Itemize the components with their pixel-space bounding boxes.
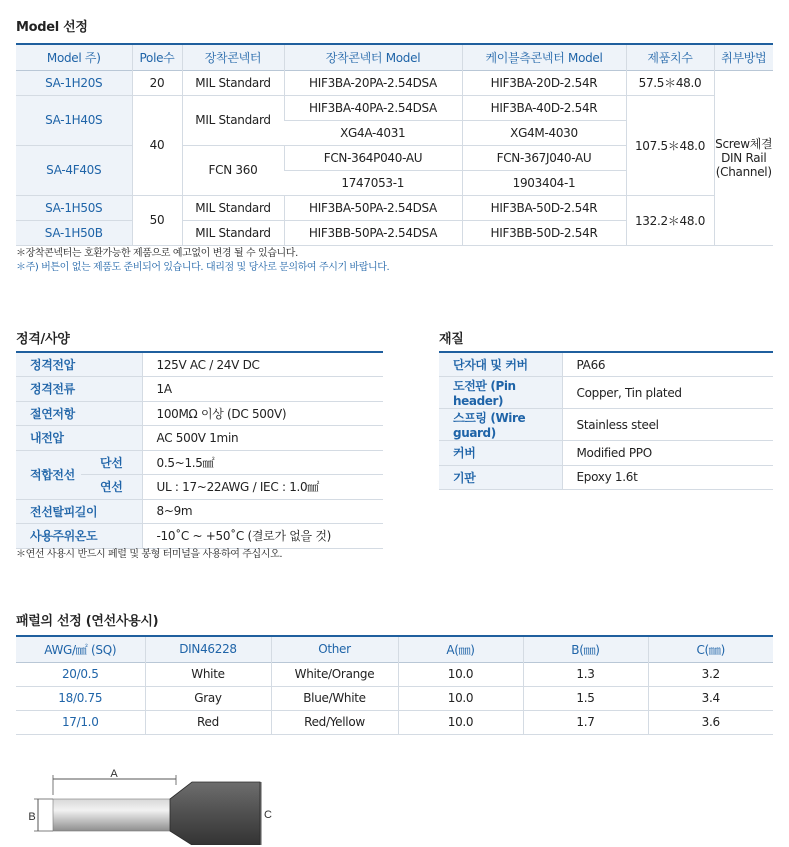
- spec-value: 0.5~1.5㎟: [142, 450, 383, 475]
- spec-value: -10˚C ~ +50˚C (결로가 없을 것): [142, 524, 383, 549]
- spec-section-title: 정격/사양: [16, 332, 70, 347]
- header-connector-model: 장착콘넥터 Model: [284, 44, 462, 70]
- connector-cell: MIL Standard: [182, 220, 284, 245]
- material-table: [439, 351, 773, 490]
- material-value: Copper, Tin plated: [562, 377, 773, 409]
- c-cell: 3.6: [648, 710, 773, 734]
- dim-cell: 107.5＊48.0: [626, 95, 714, 195]
- table-row: [16, 710, 773, 734]
- mount-cell: [714, 70, 773, 245]
- model-cell: SA-1H50S: [16, 195, 132, 220]
- spec-value: 1A: [142, 377, 383, 402]
- ferrule-table: [16, 635, 773, 735]
- material-value: PA66: [562, 352, 773, 377]
- model-cell: SA-1H50B: [16, 220, 132, 245]
- conn-model-cell: 1747053-1: [284, 170, 462, 195]
- model-section-title: Model 선정: [16, 20, 88, 35]
- cable-model-cell: XG4M-4030: [462, 120, 626, 145]
- material-key: 도전판 (Pin header): [439, 377, 562, 409]
- spec-value: 100MΩ 이상 (DC 500V): [142, 401, 383, 426]
- spec-value: AC 500V 1min: [142, 426, 383, 451]
- awg-cell: 17/1.0: [16, 710, 145, 734]
- connector-cell: MIL Standard: [182, 70, 284, 95]
- model-note-1: ＊장착콘넥터는 호환가능한 제품으로 예고없이 변경 될 수 있습니다.: [16, 248, 298, 259]
- label-c: C: [264, 809, 272, 821]
- other-cell: White/Orange: [271, 662, 398, 686]
- conn-model-cell: XG4A-4031: [284, 120, 462, 145]
- spec-key: 적합전선: [16, 450, 81, 499]
- connector-cell: MIL Standard: [182, 195, 284, 220]
- cable-model-cell: HIF3BA-50D-2.54R: [462, 195, 626, 220]
- header-connector: 장착콘넥터: [182, 44, 284, 70]
- table-row: [16, 195, 773, 220]
- awg-cell: 20/0.5: [16, 662, 145, 686]
- spec-key: 정격전류: [16, 377, 142, 402]
- table-row: [439, 409, 773, 441]
- material-key: 단자대 및 커버: [439, 352, 562, 377]
- material-key: 커버: [439, 441, 562, 466]
- table-row: [16, 662, 773, 686]
- material-value: Modified PPO: [562, 441, 773, 466]
- conn-model-cell: HIF3BA-20PA-2.54DSA: [284, 70, 462, 95]
- dim-cell: 57.5＊48.0: [626, 70, 714, 95]
- spec-subkey: 단선: [81, 450, 142, 475]
- pole-cell: 20: [132, 70, 182, 95]
- spec-key: 전선탈피길이: [16, 499, 142, 524]
- cable-model-cell: HIF3BB-50D-2.54R: [462, 220, 626, 245]
- pole-cell: 40: [132, 95, 182, 195]
- table-row: [16, 95, 773, 120]
- material-key: 기판: [439, 465, 562, 490]
- b-cell: 1.5: [523, 686, 648, 710]
- b-cell: 1.3: [523, 662, 648, 686]
- spec-subkey: 연선: [81, 475, 142, 500]
- din-cell: White: [145, 662, 271, 686]
- spec-value: 8~9m: [142, 499, 383, 524]
- din-cell: Red: [145, 710, 271, 734]
- material-value: Stainless steel: [562, 409, 773, 441]
- label-b: B: [28, 811, 36, 823]
- spec-note: ＊연선 사용시 반드시 페럴 및 봉형 터미널을 사용하여 주십시오.: [16, 549, 283, 560]
- cable-model-cell: 1903404-1: [462, 170, 626, 195]
- model-cell: SA-1H20S: [16, 70, 132, 95]
- b-cell: 1.7: [523, 710, 648, 734]
- header-b: B(㎜): [523, 636, 648, 662]
- header-a: A(㎜): [398, 636, 523, 662]
- awg-cell: 18/0.75: [16, 686, 145, 710]
- table-row: [16, 377, 383, 402]
- dim-cell: 132.2＊48.0: [626, 195, 714, 245]
- material-key: 스프링 (Wire guard): [439, 409, 562, 441]
- conn-model-cell: FCN-364P040-AU: [284, 145, 462, 170]
- spec-key: 정격전압: [16, 352, 142, 377]
- table-row: [16, 450, 383, 475]
- c-cell: 3.4: [648, 686, 773, 710]
- table-row: [16, 401, 383, 426]
- table-row: [16, 352, 383, 377]
- other-cell: Blue/White: [271, 686, 398, 710]
- spec-value: UL : 17~22AWG / IEC : 1.0㎟: [142, 475, 383, 500]
- material-section-title: 재질: [439, 332, 464, 347]
- header-pole: Pole수: [132, 44, 182, 70]
- header-cable-model: 케이블측콘넥터 Model: [462, 44, 626, 70]
- table-row: [439, 377, 773, 409]
- model-cell: SA-4F40S: [16, 145, 132, 195]
- table-row: [439, 465, 773, 490]
- conn-model-cell: HIF3BA-50PA-2.54DSA: [284, 195, 462, 220]
- header-c: C(㎜): [648, 636, 773, 662]
- a-cell: 10.0: [398, 662, 523, 686]
- mount-line: (Channel): [715, 164, 772, 179]
- header-model: Model 주): [16, 44, 132, 70]
- other-cell: Red/Yellow: [271, 710, 398, 734]
- mount-line: DIN Rail: [721, 150, 767, 165]
- spec-key: 내전압: [16, 426, 142, 451]
- table-row: [16, 686, 773, 710]
- a-cell: 10.0: [398, 710, 523, 734]
- spec-key: 절연저항: [16, 401, 142, 426]
- header-other: Other: [271, 636, 398, 662]
- table-row: [16, 499, 383, 524]
- ferrule-tube: [53, 799, 178, 831]
- header-din: DIN46228: [145, 636, 271, 662]
- model-cell: SA-1H40S: [16, 95, 132, 145]
- header-dimension: 제품치수: [626, 44, 714, 70]
- connector-cell: FCN 360: [182, 145, 284, 195]
- cable-model-cell: FCN-367J040-AU: [462, 145, 626, 170]
- material-value: Epoxy 1.6t: [562, 465, 773, 490]
- table-row: [16, 426, 383, 451]
- ferrule-section-title: 패럴의 선정 (연선사용시): [16, 614, 159, 629]
- table-row: [16, 70, 773, 95]
- conn-model-cell: HIF3BA-40PA-2.54DSA: [284, 95, 462, 120]
- spec-table: [16, 351, 383, 549]
- spec-key: 사용주위온도: [16, 524, 142, 549]
- mount-line: Screw체결: [715, 136, 773, 151]
- cable-model-cell: HIF3BA-40D-2.54R: [462, 95, 626, 120]
- ferrule-collar: [170, 782, 260, 845]
- spec-value: 125V AC / 24V DC: [142, 352, 383, 377]
- conn-model-cell: HIF3BB-50PA-2.54DSA: [284, 220, 462, 245]
- header-mount: 취부방법: [714, 44, 773, 70]
- table-row: [439, 352, 773, 377]
- c-cell: 3.2: [648, 662, 773, 686]
- model-table: [16, 43, 773, 246]
- pole-cell: 50: [132, 195, 182, 245]
- cable-model-cell: HIF3BA-20D-2.54R: [462, 70, 626, 95]
- table-row: [439, 441, 773, 466]
- model-note-2: ＊주) 버튼이 없는 제품도 준비되어 있습니다. 대리점 및 당사로 문의하여 주시기 바랍니다.: [16, 262, 390, 273]
- header-awg: AWG/㎟ (SQ): [16, 636, 145, 662]
- din-cell: Gray: [145, 686, 271, 710]
- connector-cell: MIL Standard: [182, 95, 284, 145]
- label-a: A: [110, 768, 118, 780]
- ferrule-diagram: [20, 765, 280, 845]
- a-cell: 10.0: [398, 686, 523, 710]
